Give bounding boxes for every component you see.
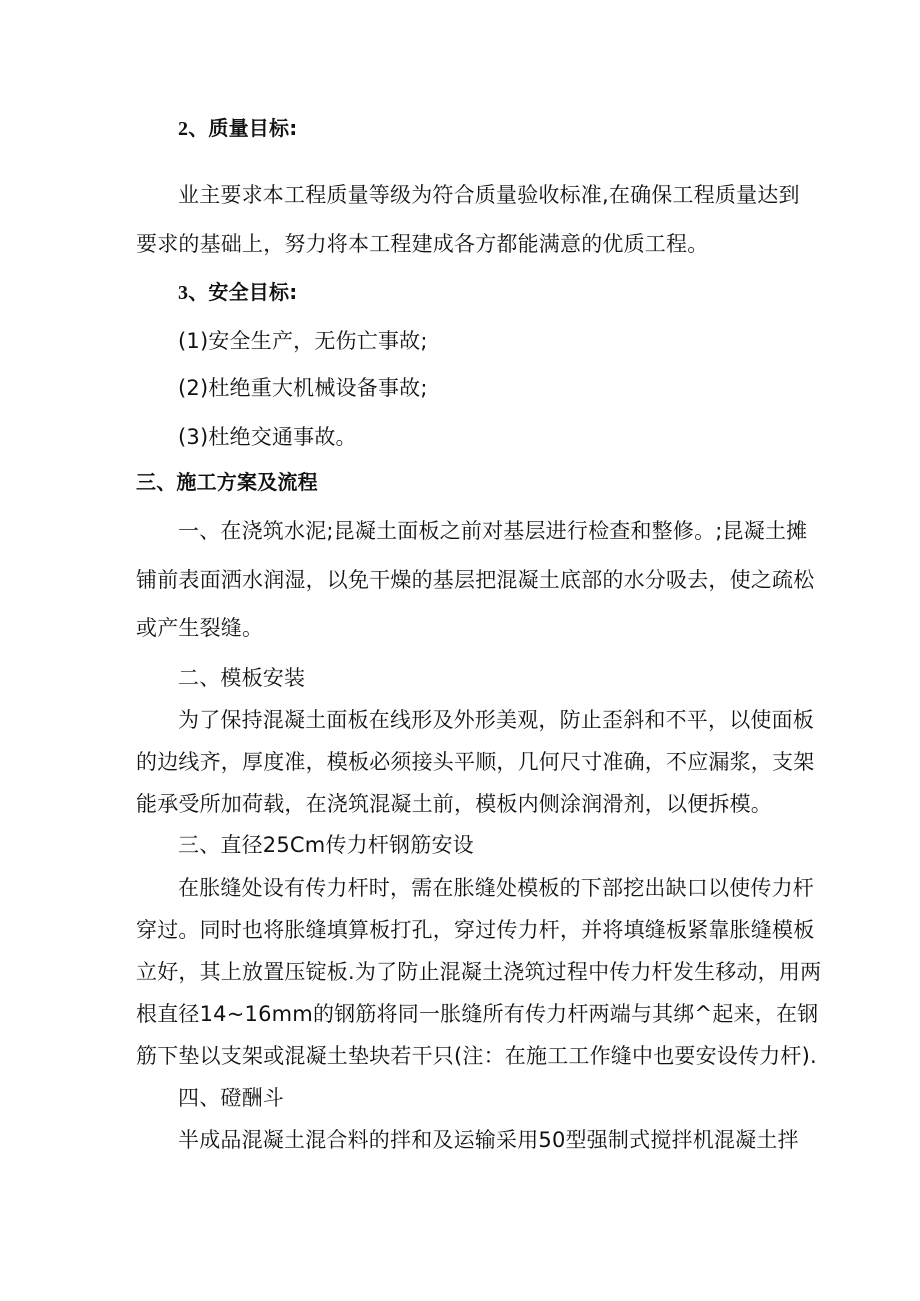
safety-goal-title: 、安全目标: [188, 280, 298, 304]
safety-goal-number: 3 [178, 282, 189, 304]
safety-goal-heading [178, 278, 297, 307]
section-three-heading: 三、施工方案及流程 [136, 470, 318, 494]
list-item: (1)安全生产，无伤亡事故; [178, 329, 428, 353]
paragraph-line: 业主要求本工程质量等级为符合质量验收标准,在确保工程质量达到 [178, 183, 800, 207]
list-item: (3)杜绝交通事故。 [178, 425, 357, 449]
paragraph-line: 根直径14~16mm的钢筋将同一胀缝所有传力杆两端与其绑^起来，在钢 [136, 1002, 819, 1026]
paragraph-line: 半成品混凝土混合料的拌和及运输采用50型强制式搅拌机混凝土拌 [178, 1128, 799, 1152]
quality-goal-title: 、质量目标: [188, 116, 298, 140]
paragraph-line: 为了保持混凝土面板在线形及外形美观，防止歪斜和不平，以使面板 [178, 708, 814, 732]
quality-goal-number: 2 [178, 118, 189, 140]
list-item: (2)杜绝重大机械设备事故; [178, 376, 428, 400]
step4-title: 四、磴酬斗 [178, 1086, 284, 1110]
paragraph-line: 或产生裂缝。 [136, 616, 264, 640]
step3-title: 三、直径25Cm传力杆钢筋安设 [178, 833, 474, 857]
paragraph-line: 穿过。同时也将胀缝填算板打孔，穿过传力杆，并将填缝板紧靠胀缝模板 [136, 918, 815, 942]
paragraph-line: 要求的基础上，努力将本工程建成各方都能满意的优质工程。 [136, 232, 709, 256]
paragraph-line: 的边线齐，厚度准，模板必须接头平顺，几何尺寸准确，不应漏浆，支架 [136, 750, 815, 774]
paragraph-line: 能承受所加荷载，在浇筑混凝土前，模板内侧涂润滑剂，以便拆模。 [136, 792, 772, 816]
quality-goal-heading [178, 114, 297, 143]
step2-title: 二、模板安装 [178, 666, 306, 690]
paragraph-line: 筋下垫以支架或混凝土垫块若干只(注：在施工工作缝中也要安设传力杆). [136, 1044, 817, 1068]
paragraph-line: 立好，其上放置压锭板.为了防止混凝土浇筑过程中传力杆发生移动，用两 [136, 960, 822, 984]
paragraph-line: 一、在浇筑水泥;昆凝土面板之前对基层进行检查和整修。;昆凝土摊 [178, 519, 808, 543]
paragraph-line: 在胀缝处设有传力杆时，需在胀缝处模板的下部挖出缺口以使传力杆 [178, 876, 814, 900]
paragraph-line: 铺前表面洒水润湿，以免干燥的基层把混凝土底部的水分吸去，使之疏松 [136, 568, 815, 592]
